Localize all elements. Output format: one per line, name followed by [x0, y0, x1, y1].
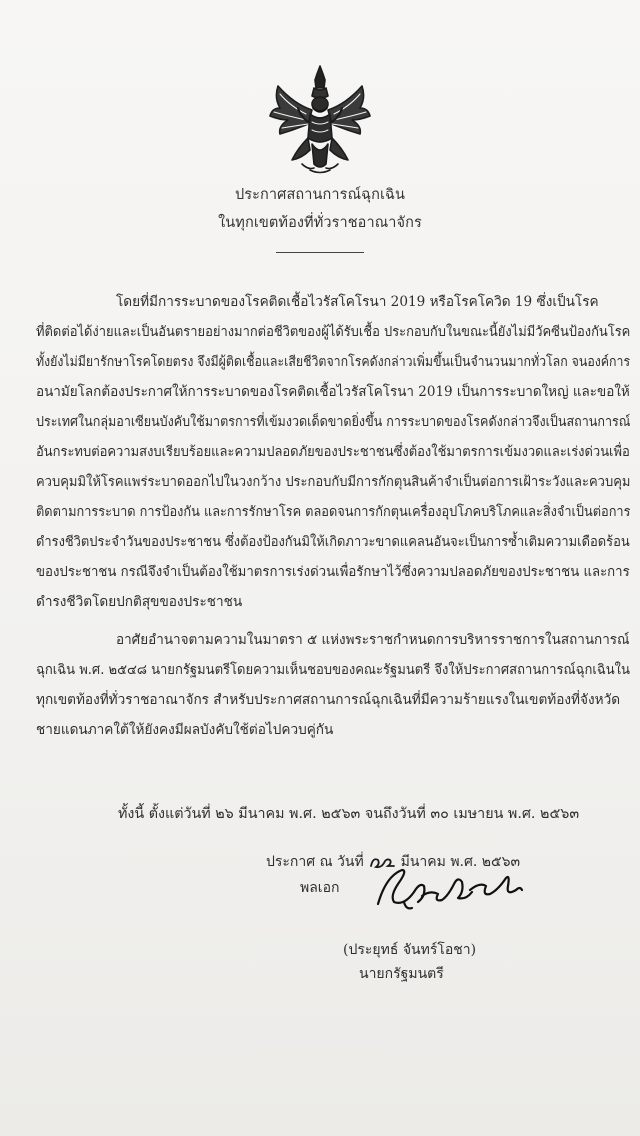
paragraph-line: ควบคุมมิให้โรคแพร่ระบาดออกไปในวงกว้าง ประกอบกับมีการกักตุนสินค้าจำเป็นต่อการเฝ้าระวังและควบคุม	[36, 474, 631, 490]
paragraph-line: อนามัยโลกต้องประกาศให้การระบาดของโรคติดเชื้อไวรัสโคโรนา 2019 เป็นการระบาดใหญ่ และขอให้	[36, 384, 630, 400]
signatory-rank: พลเอก	[300, 880, 340, 896]
handwritten-signature-icon	[368, 856, 528, 918]
document-subtitle: ในทุกเขตท้องที่ทั่วราชอาณาจักร	[218, 215, 422, 231]
paragraph-line: ทุกเขตท้องที่ทั่วราชอาณาจักร สำหรับประกาศสถานการณ์ฉุกเฉินที่มีความร้ายแรงในเขตท้องที่จังหวัด	[36, 692, 621, 708]
paragraph-line: ชายแดนภาคใต้ให้ยังคงมีผลบังคับใช้ต่อไปควบคู่กัน	[36, 722, 334, 738]
garuda-emblem-icon	[268, 64, 372, 176]
paragraph-line: ประเทศในกลุ่มอาเซียนบังคับใช้มาตรการที่เข้มงวดเด็ดขาดยิ่งขึ้น การระบาดของโรคดังกล่าวจึงเป็นสถานการณ์	[36, 414, 631, 430]
signatory-name: (ประยุทธ์ จันทร์โอชา)	[343, 942, 477, 958]
paragraph-line: ดำรงชีวิตประจำวันของประชาชน ซึ่งต้องป้องกันมิให้เกิดภาวะขาดแคลนอันจะเป็นการซ้ำเติมความเดือดร้อน	[36, 534, 630, 550]
paragraph-line: อันกระทบต่อความสงบเรียบร้อยและความปลอดภัยของประชาชนซึ่งต้องใช้มาตรการเข้มงวดและเร่งด่วนเพื่อ	[36, 444, 630, 460]
announcement-month-year: มีนาคม พ.ศ. ๒๕๖๓	[400, 854, 521, 870]
paragraph-line: โดยที่มีการระบาดของโรคติดเชื้อไวรัสโคโรนา 2019 หรือโรคโควิด 19 ซึ่งเป็นโรค	[116, 294, 599, 310]
document-title: ประกาศสถานการณ์ฉุกเฉิน	[234, 187, 406, 203]
paragraph-line: ติดตามการระบาด การป้องกัน และการรักษาโรค ตลอดจนการกักตุนเครื่องอุปโภคบริโภคและสิ่งจำเป็นต่อการ	[36, 504, 631, 520]
paragraph-line: ฉุกเฉิน พ.ศ. ๒๕๔๘ นายกรัฐมนตรีโดยความเห็นชอบของคณะรัฐมนตรี จึงให้ประกาศสถานการณ์ฉุกเฉินใน	[36, 662, 630, 678]
paragraph-line: ดำรงชีวิตโดยปกติสุขของประชาชน	[36, 594, 243, 610]
paragraph-line: ทั้งยังไม่มียารักษาโรคโดยตรง จึงมีผู้ติดเชื้อและเสียชีวิตจากโรคดังกล่าวเพิ่มขึ้นเป็นจำนวนมากทั่วโลก จนองค์การ	[36, 354, 631, 370]
paragraph-line: อาศัยอำนาจตามความในมาตรา ๕ แห่งพระราชกำหนดการบริหารราชการในสถานการณ์	[116, 632, 630, 648]
effective-period: ทั้งนี้ ตั้งแต่วันที่ ๒๖ มีนาคม พ.ศ. ๒๕๖๓ จนถึงวันที่ ๓๐ เมษายน พ.ศ. ๒๕๖๓	[118, 806, 580, 822]
signatory-position: นายกรัฐมนตรี	[359, 966, 444, 982]
paragraph-line: ที่ติดต่อได้ง่ายและเป็นอันตรายอย่างมากต่อชีวิตของผู้ได้รับเชื้อ ประกอบกับในขณะนี้ยังไม่มีวัคซีนป้องกันโรค	[36, 324, 631, 340]
announcement-prefix: ประกาศ ณ วันที่	[266, 854, 364, 870]
paragraph-line: ของประชาชน กรณีจึงจำเป็นต้องใช้มาตรการเร่งด่วนเพื่อรักษาไว้ซึ่งความปลอดภัยของประชาชน และการ	[36, 564, 630, 580]
title-divider	[276, 252, 364, 253]
